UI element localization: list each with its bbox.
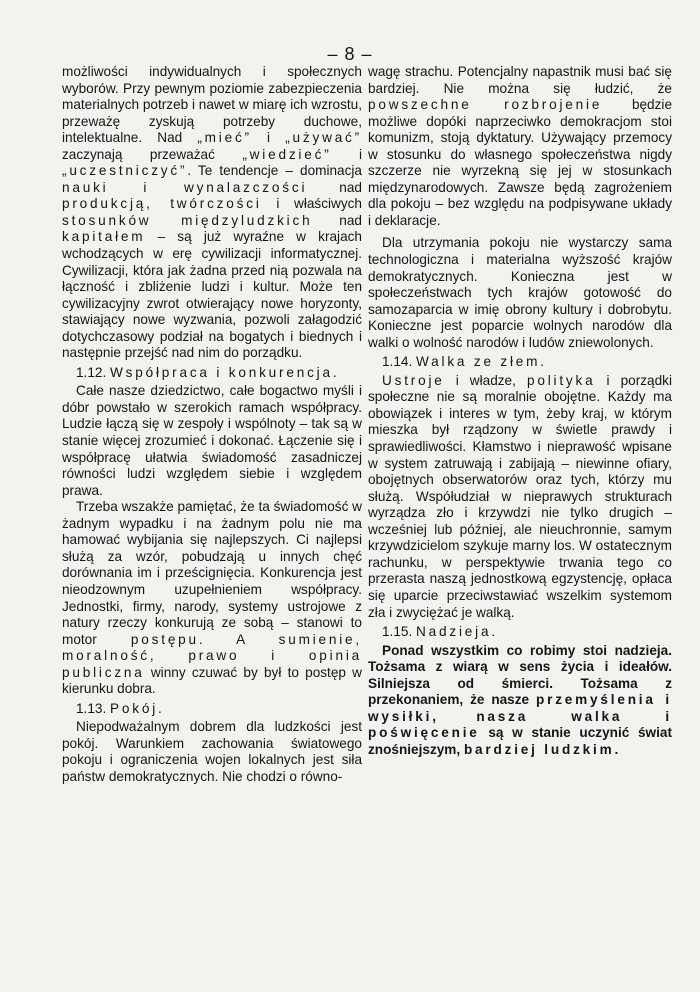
spaced-emphasis: nauki i wynalazczości [62, 179, 308, 195]
spaced-emphasis: „mieć” [197, 130, 252, 146]
text-run: . [614, 741, 619, 757]
text-run: są w stanie uczynić świat znośniejszym, [368, 725, 672, 757]
section-heading [368, 624, 672, 641]
spaced-emphasis: postępu [130, 631, 199, 647]
paragraph [368, 643, 672, 759]
spaced-emphasis: kapitałem [62, 229, 146, 245]
spaced-emphasis: produkcją, twórczości [62, 196, 262, 212]
text-run: . [540, 354, 545, 370]
text-run: Ponad wszystkim co robimy stoi nadzieja. Tożsama z wiarą w sens życia i ideałów. Silniejsza od śmierci. Tożsama z przekonaniem, że nasze [368, 642, 672, 708]
spaced-emphasis: sumienie, moralność, prawo i opinia publiczna [62, 631, 362, 680]
text-run: i [251, 130, 286, 146]
page-number: – 8 – [327, 44, 373, 64]
text-run: będzie możliwe dopóki naprzeciwko demokracjom stoi komunizm, stoją dyktatury. Używający przemocy w stosunku do własnego społeczeństwa nigdy szczerze nie wyrzekną się jej w stosunkach międzynarodowych. Zawsze będą zagrożeniem dla pokoju – bez względu na podpisywane układy i deklaracje. [368, 97, 672, 228]
spaced-emphasis: stosunków międzyludzkich [62, 212, 313, 228]
text-run: . A [198, 631, 279, 647]
text-run: i [331, 146, 363, 162]
left-column [62, 64, 362, 786]
text-run: i porządki społeczne nie są moralnie obojętne. Każdy ma obowiązek i interes w tym, żeby kraj, w którym mieszka był rządzony w świetle prawdy i sprawiedliwości. Kłamstwo i nieprawość wpisane w system zatruwają i zabijają – niewinne ofiary, obojętnych obserwatorów oraz tych, którzy mu służą. Współudział w nieprawych strukturach wyrządza zło i krzywdzi nie tylko drugich – wcześniej lub później, ale nieuchronnie, samym krzywdzicielom szykuje marny los. W ostatecznym rachunku, w perspektywie trwania tego co przerasta naszą jednostkową egzystencję, opłaca się uparcie przeciwstawiać wszelkim systemom zła i zwyciężać je walką. [368, 372, 672, 620]
text-run: nad [312, 212, 362, 228]
spaced-emphasis: polityka [526, 372, 596, 388]
text-run: nad [307, 179, 362, 195]
text-run: Całe nasze dziedzictwo, całe bogactwo myśli i dóbr powstało w szerokich ramach współpracy. Ludzie łączą się w zespoły i wspólnoty – tak są w stanie więcej zrozumieć i dokonać. Łączenie się i współpracę ułatwia świadomość zasadniczej równości ludzi względem siebie i względem prawa. [62, 383, 362, 498]
spaced-emphasis: Pokój [110, 700, 159, 716]
spaced-emphasis: Walka ze złem [416, 354, 541, 370]
text-run: 1.13. [76, 700, 111, 716]
spaced-emphasis: przemyślenia i wysiłki [368, 692, 673, 724]
spaced-emphasis: Współpraca i konkurencja [110, 364, 333, 380]
section-heading [368, 354, 672, 371]
text-run: , [432, 708, 477, 724]
paragraph [62, 64, 362, 362]
spaced-emphasis: powszechne rozbrojenie [368, 97, 603, 113]
spaced-emphasis: nasza walka i poświęcenie [368, 708, 672, 741]
text-run: Niepodważalnym dobrem dla ludzkości jest pokój. Warunkiem zachowania światowego pokoju i ograniczenia wojen lokalnych jest siła państw demokratycznych. Nie chodzi o równo- [62, 719, 362, 784]
paragraph [368, 64, 672, 229]
spaced-emphasis: bardziej ludzkim [463, 741, 615, 757]
text-run: – są już wyraźne w krajach wchodzących w erę cywilizacji informatycznej. Cywilizacji, która jak żadna przed nią pozwala na łączność i zbliżenie ludzi i kultur. Może ten cywilizacyjny zwrot otwierający nowe horyzonty, stawiający nowe wyzwania, pozwoli załagodzić dotychczasowy podział na bogatych i biednych i następnie przejść nad nim do porządku. [62, 229, 362, 361]
paragraph [62, 499, 362, 698]
text-run: możliwości indywidualnych i społecznych wyborów. Przy pewnym poziomie zabezpieczenia materialnych potrzeb i nawet w miarę ich wzrostu, przeważę zyskują potrzeby duchowe, intelektualne. Nad [62, 64, 362, 146]
spaced-emphasis: „używać” [285, 130, 362, 146]
text-run: Trzeba wszakże pamiętać, że ta świadomość w żadnym wypadku i na żadnym polu nie ma hamować wybijania się najlepszych. Ci najlepsi służą za wzór, pobudzają u innych chęć dorównania im i prześcignięcia. Konkurencja jest nieodzownym uzupełnieniem współpracy. Jednostki, firmy, narody, systemy ustrojowe z natury rzeczy konkurują ze sobą – stanowi to motor [62, 499, 362, 647]
spaced-emphasis: „uczestniczyć” [62, 163, 188, 179]
section-heading [62, 365, 362, 382]
text-run: . [158, 700, 162, 716]
right-column [368, 64, 672, 758]
text-run: Dla utrzymania pokoju nie wystarczy sama technologiczna i materialna wyższość krajów demokratycznych. Konieczna jest w społeczeństwach tych krajów gotowość do samozaparcia w imię obrony kultury i dobrobytu. Konieczne jest poparcie wolnych narodów dla walki o wolność narodów i ludów zniewolonych. [368, 235, 672, 350]
text-run: . [332, 364, 337, 380]
spaced-emphasis: „wiedzieć” [242, 146, 332, 162]
paragraph [368, 235, 672, 351]
spaced-emphasis: Nadzieja [416, 624, 492, 640]
paragraph [368, 373, 672, 621]
text-run: zaczynają przeważać [62, 146, 243, 162]
text-run: 1.15. [382, 624, 417, 640]
text-run: wagę strachu. Potencjalny napastnik musi bać się bardziej. Nie można się łudzić, że [368, 64, 672, 96]
spaced-emphasis: Ustroje [382, 372, 445, 388]
paragraph [62, 383, 362, 499]
text-run: i władze, [444, 372, 527, 388]
text-run: . Te tendencje – dominacja [187, 163, 362, 179]
paragraph [62, 719, 362, 785]
text-run: . [491, 624, 496, 640]
text-run: i właściwych [261, 196, 362, 212]
text-run: winny czuwać by był to postęp w kierunku dobra. [62, 664, 362, 697]
text-run: 1.12. [76, 364, 111, 380]
section-heading [62, 701, 362, 718]
text-run: 1.14. [382, 354, 417, 370]
